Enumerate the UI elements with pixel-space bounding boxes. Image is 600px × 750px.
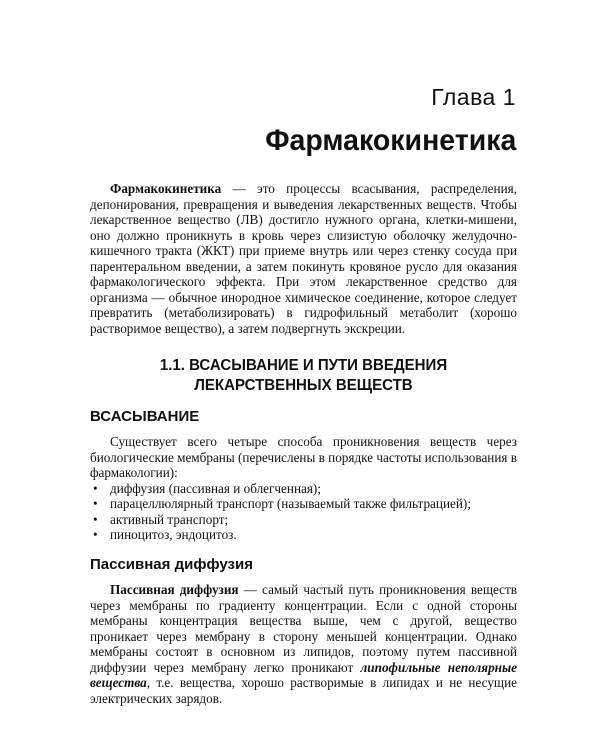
absorption-list: [90, 481, 517, 543]
bullet-icon: •: [93, 511, 98, 527]
italic-term: липофильные неполярные вещества: [90, 659, 517, 690]
section-heading: [103, 356, 504, 396]
section-heading-line1: 1.1. ВСАСЫВАНИЕ И ПУТИ ВВЕДЕНИЯ: [159, 357, 448, 374]
bullet-icon: •: [93, 527, 98, 542]
absorption-paragraph: [90, 434, 517, 543]
section-heading-line2: ЛЕКАРСТВЕННЫХ ВЕЩЕСТВ: [194, 377, 413, 394]
bullet-icon: •: [93, 496, 98, 511]
list-item: • диффузия (пассивная и облегченная);: [93, 480, 321, 496]
absorption-text: Существует всего четыре способа проникновения веществ через биологические мембраны (перечислены в порядке частоты использования в фармакологии):: [90, 434, 517, 480]
passive-diffusion-heading: Пассивная диффузия: [90, 556, 253, 573]
absorption-heading: ВСАСЫВАНИЕ: [90, 408, 200, 425]
chapter-label: Глава 1: [431, 84, 516, 110]
passive-diffusion-paragraph: Пассивная диффузия — самый частый путь проникновения веществ через мембраны по градиенту концентрации. Если с одной стороны мембраны концентрация вещества выше, чем с другой, вещество проникает через мембрану в сторону меньшей концентрации. Однако мембраны состоят в основном из липидов, поэтому путем пассивной диффузии через мембрану легко проникают липофильные неполярные вещества, т.е. вещества, хорошо растворимые в липидах и не несущие электрических зарядов.: [90, 582, 517, 706]
list-item: • пиноцитоз, эндоцитоз.: [93, 527, 237, 542]
intro-term: Фармакокинетика: [110, 181, 222, 196]
intro-paragraph: [90, 181, 517, 336]
chapter-title: Фармакокинетика: [264, 124, 516, 157]
bullet-icon: •: [93, 480, 98, 496]
intro-text: — это процессы всасывания, распределения, депонирования, превращения и выведения лекарственных веществ. Чтобы лекарственное вещество (ЛВ) достигло нужного органа, клетки-мишени, оно должно проникнуть в кровь через слизистую оболочку желудочно-кишечного тракта (ЖКТ) при приеме внутрь или через стенку сосуда при парентеральном введении, а затем покинуть кровяное русло для оказания фармакологического эффекта. При этом лекарственное средство для организма — обычное инородное химическое соединение, которое следует превратить (метаболизировать) в гидрофильный метаболит (хорошо растворимое вещество), а затем подвергнуть экскреции.: [90, 181, 517, 336]
list-item: • активный транспорт;: [93, 511, 229, 527]
passive-term: Пассивная диффузия: [110, 582, 239, 597]
list-item: • парацеллюлярный транспорт (называемый также фильтрацией);: [93, 496, 471, 511]
